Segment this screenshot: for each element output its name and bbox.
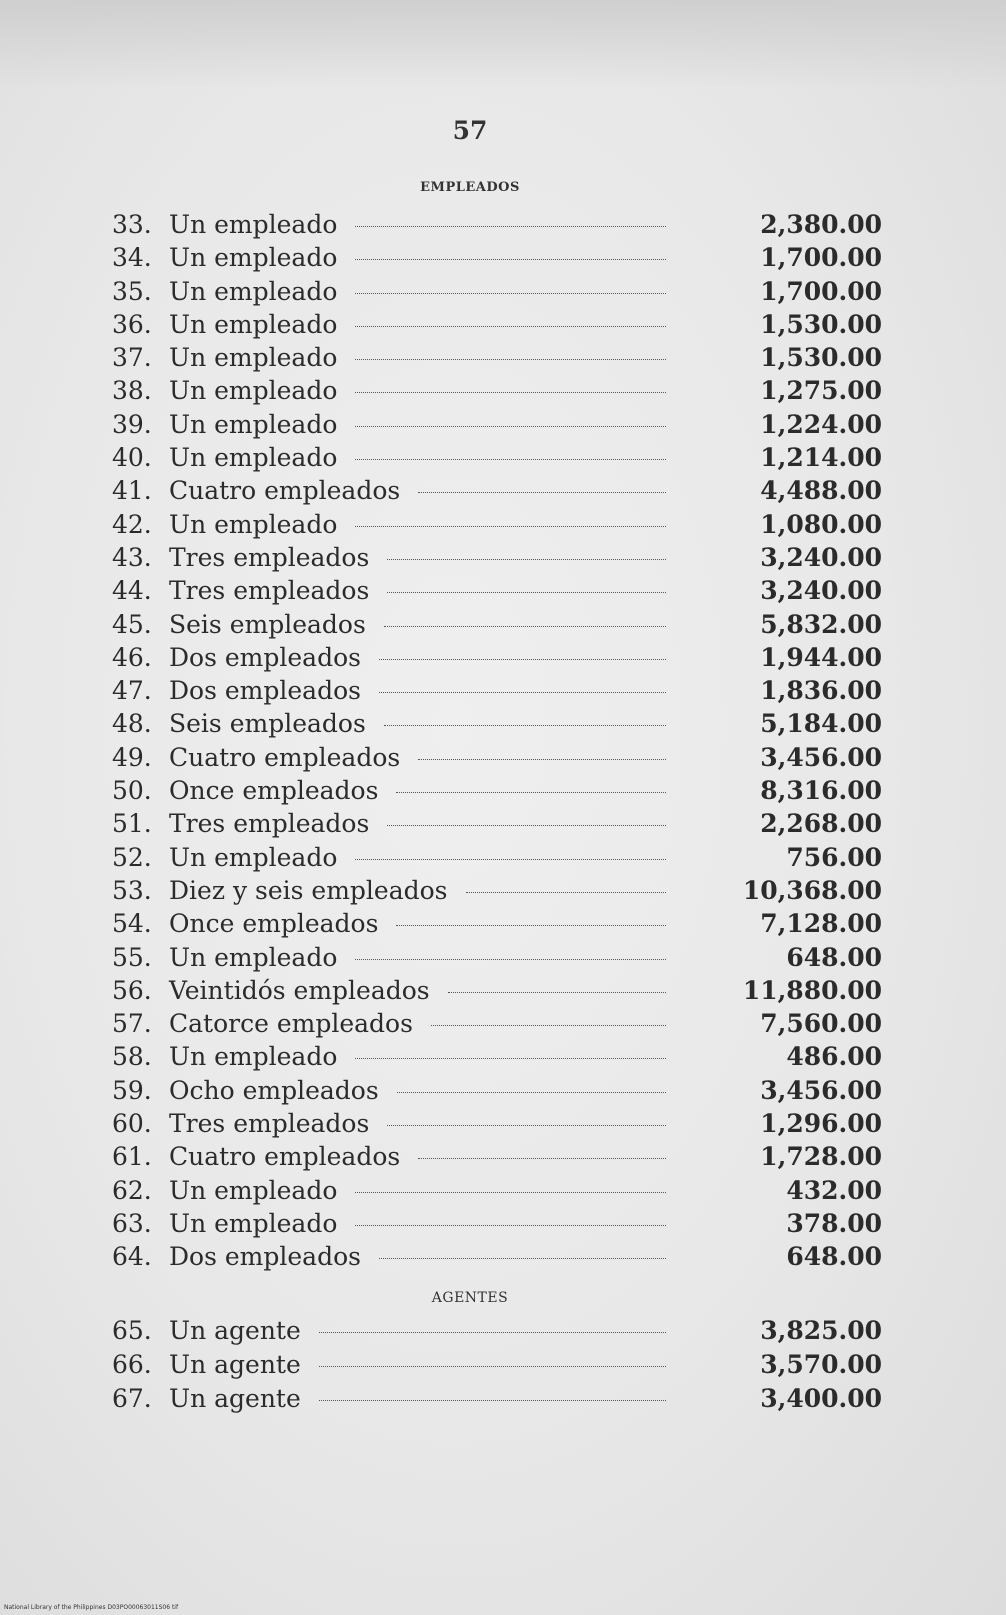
- item-amount: 4,488.00: [760, 476, 882, 506]
- dot-leader: [396, 925, 666, 926]
- section-heading-agentes: AGENTES: [431, 1290, 509, 1306]
- section-heading-empleados: EMPLEADOS: [420, 180, 520, 195]
- item-description: Un empleado: [169, 343, 338, 373]
- list-item: [112, 907, 882, 940]
- item-label-group: [112, 807, 670, 840]
- item-amount: 756.00: [786, 842, 882, 872]
- item-description: Tres empleados: [169, 809, 370, 839]
- dot-leader: [387, 825, 666, 826]
- item-amount: 5,184.00: [760, 709, 882, 739]
- item-number: 39.: [112, 409, 152, 439]
- item-number: 43.: [112, 542, 152, 572]
- item-amount: 5,832.00: [760, 609, 882, 639]
- page-number: 57: [452, 116, 488, 145]
- item-description: Un empleado: [169, 509, 338, 539]
- item-label-group: [112, 208, 670, 241]
- item-number: 33.: [112, 210, 152, 239]
- item-amount: 3,240.00: [760, 542, 882, 572]
- item-description: Cuatro empleados: [169, 476, 401, 506]
- list-item: [112, 608, 882, 641]
- item-number: 62.: [112, 1175, 152, 1205]
- dot-leader: [448, 992, 666, 993]
- item-description: Seis empleados: [169, 709, 366, 739]
- item-amount: 432.00: [786, 1175, 882, 1205]
- item-number: 48.: [112, 709, 152, 739]
- dot-leader: [418, 1158, 666, 1159]
- item-description: Un empleado: [169, 1175, 338, 1205]
- dot-leader: [355, 426, 666, 427]
- item-amount: 3,456.00: [760, 742, 882, 772]
- item-amount: 7,128.00: [760, 909, 882, 939]
- item-amount: 2,268.00: [760, 809, 882, 839]
- item-amount: 1,080.00: [760, 509, 882, 539]
- dot-leader: [355, 226, 666, 227]
- item-description: Cuatro empleados: [169, 1142, 401, 1172]
- item-number: 49.: [112, 742, 152, 772]
- item-amount: 1,700.00: [760, 243, 882, 273]
- item-number: 54.: [112, 909, 152, 939]
- dot-leader: [431, 1025, 666, 1026]
- item-description: Veintidós empleados: [169, 975, 430, 1005]
- item-label-group: [112, 374, 670, 407]
- item-number: 42.: [112, 509, 152, 539]
- item-amount: 3,825.00: [760, 1316, 882, 1345]
- list-item: [112, 275, 882, 308]
- item-label-group: [112, 608, 670, 641]
- item-label-group: [112, 907, 670, 940]
- item-label-group: [112, 974, 670, 1007]
- item-label-group: [112, 1107, 670, 1140]
- item-label-group: [112, 874, 670, 907]
- item-amount: 1,530.00: [760, 343, 882, 373]
- item-description: Once empleados: [169, 776, 379, 806]
- item-description: Dos empleados: [169, 1242, 361, 1272]
- item-amount: 648.00: [786, 942, 882, 972]
- dot-leader: [355, 526, 666, 527]
- item-number: 36.: [112, 309, 152, 339]
- item-label-group: [112, 774, 670, 807]
- item-amount: 1,836.00: [760, 676, 882, 706]
- item-number: 63.: [112, 1208, 152, 1238]
- list-item: [112, 1007, 882, 1040]
- list-item: [112, 1240, 882, 1273]
- item-description: Tres empleados: [169, 542, 370, 572]
- item-amount: 648.00: [786, 1242, 882, 1272]
- item-label-group: [112, 707, 670, 740]
- list-item: [112, 1348, 882, 1382]
- agentes-list: [112, 1314, 882, 1416]
- item-amount: 1,224.00: [760, 409, 882, 439]
- item-label-group: [112, 308, 670, 341]
- item-description: Un empleado: [169, 942, 338, 972]
- item-description: Un empleado: [169, 309, 338, 339]
- item-amount: 11,880.00: [742, 975, 882, 1005]
- dot-leader: [384, 626, 666, 627]
- item-amount: 3,456.00: [760, 1075, 882, 1105]
- list-item: [112, 1314, 882, 1348]
- dot-leader: [397, 1092, 666, 1093]
- item-number: 64.: [112, 1242, 152, 1272]
- item-description: Diez y seis empleados: [169, 875, 448, 905]
- item-label-group: [112, 841, 670, 874]
- item-description: Un empleado: [169, 842, 338, 872]
- scan-shadow: [0, 0, 1006, 90]
- item-label-group: [112, 641, 670, 674]
- item-number: 41.: [112, 476, 152, 506]
- item-number: 51.: [112, 809, 152, 839]
- item-description: Cuatro empleados: [169, 742, 401, 772]
- list-item: [112, 941, 882, 974]
- item-label-group: [112, 574, 670, 607]
- item-number: 59.: [112, 1075, 152, 1105]
- item-amount: 1,214.00: [760, 443, 882, 473]
- dot-leader: [387, 592, 666, 593]
- item-amount: 1,700.00: [760, 276, 882, 306]
- list-item: [112, 208, 882, 241]
- list-item: [112, 1207, 882, 1240]
- item-amount: 1,728.00: [760, 1142, 882, 1172]
- list-item: [112, 674, 882, 707]
- item-description: Un empleado: [169, 443, 338, 473]
- list-item: [112, 408, 882, 441]
- item-number: 47.: [112, 676, 152, 706]
- dot-leader: [355, 293, 666, 294]
- item-label-group: [112, 674, 670, 707]
- list-item: [112, 707, 882, 740]
- dot-leader: [396, 792, 666, 793]
- item-label-group: [112, 1207, 670, 1240]
- list-item: [112, 541, 882, 574]
- dot-leader: [355, 326, 666, 327]
- item-amount: 1,296.00: [760, 1109, 882, 1139]
- item-label-group: [112, 474, 670, 507]
- item-description: Dos empleados: [169, 642, 361, 672]
- list-item: [112, 974, 882, 1007]
- dot-leader: [387, 559, 666, 560]
- list-item: [112, 474, 882, 507]
- list-item: [112, 1040, 882, 1073]
- dot-leader: [355, 459, 666, 460]
- list-item: [112, 641, 882, 674]
- item-label-group: [112, 341, 670, 374]
- item-label-group: [112, 1382, 670, 1415]
- item-label-group: [112, 508, 670, 541]
- item-number: 44.: [112, 576, 152, 606]
- item-number: 61.: [112, 1142, 152, 1172]
- item-number: 53.: [112, 875, 152, 905]
- item-amount: 1,530.00: [760, 309, 882, 339]
- item-label-group: [112, 441, 670, 474]
- item-description: Un empleado: [169, 1208, 338, 1238]
- dot-leader: [418, 492, 666, 493]
- list-item: [112, 741, 882, 774]
- item-label-group: [112, 1007, 670, 1040]
- item-number: 40.: [112, 443, 152, 473]
- list-item: [112, 1107, 882, 1140]
- item-number: 52.: [112, 842, 152, 872]
- dot-leader: [379, 659, 666, 660]
- list-item: [112, 807, 882, 840]
- item-number: 66.: [112, 1350, 152, 1379]
- item-description: Tres empleados: [169, 576, 370, 606]
- list-item: [112, 241, 882, 274]
- dot-leader: [355, 392, 666, 393]
- item-number: 34.: [112, 243, 152, 273]
- item-label-group: [112, 541, 670, 574]
- item-number: 67.: [112, 1384, 152, 1413]
- dot-leader: [379, 692, 666, 693]
- item-description: Un agente: [169, 1384, 301, 1413]
- scan-footer: National Library of the Philippines D03PO00063011S06 tif: [4, 1604, 179, 1611]
- list-item: [112, 374, 882, 407]
- dot-leader: [319, 1400, 666, 1401]
- dot-leader: [387, 1125, 666, 1126]
- item-label-group: [112, 1140, 670, 1173]
- dot-leader: [355, 859, 666, 860]
- item-amount: 8,316.00: [760, 776, 882, 806]
- item-amount: 3,240.00: [760, 576, 882, 606]
- dot-leader: [319, 1332, 666, 1333]
- list-item: [112, 574, 882, 607]
- item-description: Un agente: [169, 1350, 301, 1379]
- dot-leader: [319, 1366, 666, 1367]
- item-description: Ocho empleados: [169, 1075, 379, 1105]
- list-item: [112, 1174, 882, 1207]
- empleados-list: [112, 208, 882, 1274]
- dot-leader: [355, 959, 666, 960]
- dot-leader: [355, 1192, 666, 1193]
- item-amount: 3,570.00: [760, 1350, 882, 1379]
- item-description: Un empleado: [169, 409, 338, 439]
- item-label-group: [112, 1174, 670, 1207]
- dot-leader: [418, 759, 666, 760]
- item-label-group: [112, 1074, 670, 1107]
- item-label-group: [112, 408, 670, 441]
- item-description: Un agente: [169, 1316, 301, 1345]
- item-label-group: [112, 941, 670, 974]
- item-number: 55.: [112, 942, 152, 972]
- list-item: [112, 841, 882, 874]
- item-description: Un empleado: [169, 376, 338, 406]
- item-amount: 378.00: [786, 1208, 882, 1238]
- list-item: [112, 308, 882, 341]
- item-number: 57.: [112, 1009, 152, 1039]
- item-amount: 3,400.00: [760, 1384, 882, 1413]
- dot-leader: [355, 359, 666, 360]
- list-item: [112, 1140, 882, 1173]
- item-number: 37.: [112, 343, 152, 373]
- item-number: 46.: [112, 642, 152, 672]
- item-amount: 486.00: [786, 1042, 882, 1072]
- item-description: Once empleados: [169, 909, 379, 939]
- list-item: [112, 1074, 882, 1107]
- item-number: 56.: [112, 975, 152, 1005]
- item-description: Catorce empleados: [169, 1009, 413, 1039]
- dot-leader: [384, 725, 666, 726]
- item-amount: 1,944.00: [760, 642, 882, 672]
- item-number: 58.: [112, 1042, 152, 1072]
- dot-leader: [355, 259, 666, 260]
- item-number: 35.: [112, 276, 152, 306]
- item-label-group: [112, 275, 670, 308]
- dot-leader: [355, 1058, 666, 1059]
- item-label-group: [112, 1348, 670, 1381]
- item-number: 65.: [112, 1316, 152, 1345]
- dot-leader: [355, 1225, 666, 1226]
- list-item: [112, 441, 882, 474]
- item-label-group: [112, 1040, 670, 1073]
- dot-leader: [466, 892, 666, 893]
- item-description: Un empleado: [169, 1042, 338, 1072]
- list-item: [112, 341, 882, 374]
- list-item: [112, 1382, 882, 1416]
- item-description: Tres empleados: [169, 1109, 370, 1139]
- item-number: 38.: [112, 376, 152, 406]
- item-description: Un empleado: [169, 276, 338, 306]
- item-description: Dos empleados: [169, 676, 361, 706]
- item-number: 60.: [112, 1109, 152, 1139]
- item-description: Un empleado: [169, 243, 338, 273]
- list-item: [112, 774, 882, 807]
- dot-leader: [379, 1258, 666, 1259]
- list-item: [112, 508, 882, 541]
- item-amount: 10,368.00: [742, 875, 882, 905]
- item-label-group: [112, 1314, 670, 1347]
- item-number: 45.: [112, 609, 152, 639]
- item-number: 50.: [112, 776, 152, 806]
- item-amount: 1,275.00: [760, 376, 882, 406]
- item-label-group: [112, 1240, 670, 1273]
- item-amount: 7,560.00: [760, 1009, 882, 1039]
- item-description: Seis empleados: [169, 609, 366, 639]
- item-amount: 2,380.00: [760, 210, 882, 239]
- list-item: [112, 874, 882, 907]
- item-label-group: [112, 741, 670, 774]
- item-label-group: [112, 241, 670, 274]
- item-description: Un empleado: [169, 210, 338, 239]
